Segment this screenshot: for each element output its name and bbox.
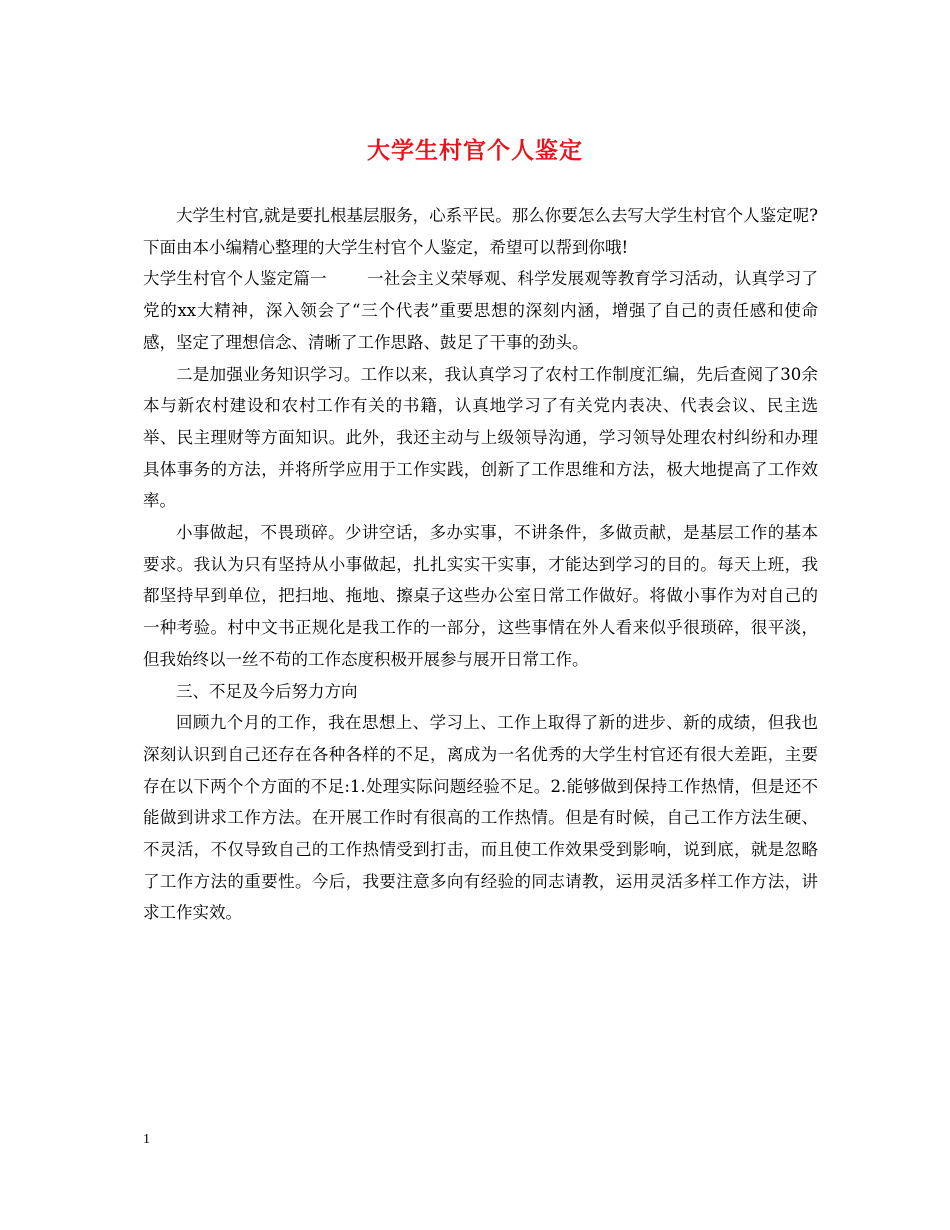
section-one-heading: 大学生村官个人鉴定篇一 xyxy=(143,269,327,289)
page-number: 1 xyxy=(143,1132,150,1147)
document-body xyxy=(143,200,818,929)
document-title: 大学生村官个人鉴定 xyxy=(367,137,583,164)
review-paragraph: 回顾九个月的工作，我在思想上、学习上、工作上取得了新的进步、新的成绩，但我也深刻认识到自己还存在各种各样的不足，离成为一名优秀的大学生村官还有很大差距，主要存在以下两个个方面的不足:1.处理实际问题经验不足。2.能够做到保持工作热情，但是还不能做到讲求工作方法。在开展工作时有很高的工作热情。但是有时候，自己工作方法生硬、不灵活，不仅导致自己的工作热情受到打击，而且使工作效果受到影响，说到底，就是忽略了工作方法的重要性。今后，我要注意多向有经验的同志请教，运用灵活多样工作方法，讲求工作实效。 xyxy=(143,713,818,923)
business-study-paragraph: 二是加强业务知识学习。工作以来，我认真学习了农村工作制度汇编，先后查阅了30余本与新农村建设和农村工作有关的书籍，认真地学习了有关党内表决、代表会议、民主选举、民主理财等方面知识。此外，我还主动与上级领导沟通，学习领导处理农村纠纷和办理具体事务的方法，并将所学应用于工作实践，创新了工作思维和方法，极大地提高了工作效率。 xyxy=(143,364,818,511)
section-three-heading: 三、不足及今后努力方向 xyxy=(176,681,358,701)
section-one-text: 一社会主义荣辱观、科学发展观等教育学习活动，认真学习了党的xx大精神，深入领会了“三个代表”重要思想的深刻内涵，增强了自己的责任感和使命感，坚定了理想信念、清晰了工作思路、鼓足了干事的劲头。 xyxy=(143,269,819,352)
small-things-paragraph: 小事做起，不畏琐碎。少讲空话，多办实事，不讲条件，多做贡献，是基层工作的基本要求。我认为只有坚持从小事做起，扎扎实实干实事，才能达到学习的目的。每天上班，我都坚持早到单位，把扫地、拖地、擦桌子这些办公室日常工作做好。将做小事作为对自己的一种考验。村中文书正规化是我工作的一部分，这些事情在外人看来似乎很琐碎，很平淡，但我始终以一丝不苟的工作态度积极开展参与展开日常工作。 xyxy=(143,523,818,669)
section-one-paragraph xyxy=(143,263,818,358)
intro-paragraph: 大学生村官,就是要扎根基层服务，心系平民。那么你要怎么去写大学生村官个人鉴定呢?下面由本小编精心整理的大学生村官个人鉴定，希望可以帮到你哦! xyxy=(143,206,818,257)
